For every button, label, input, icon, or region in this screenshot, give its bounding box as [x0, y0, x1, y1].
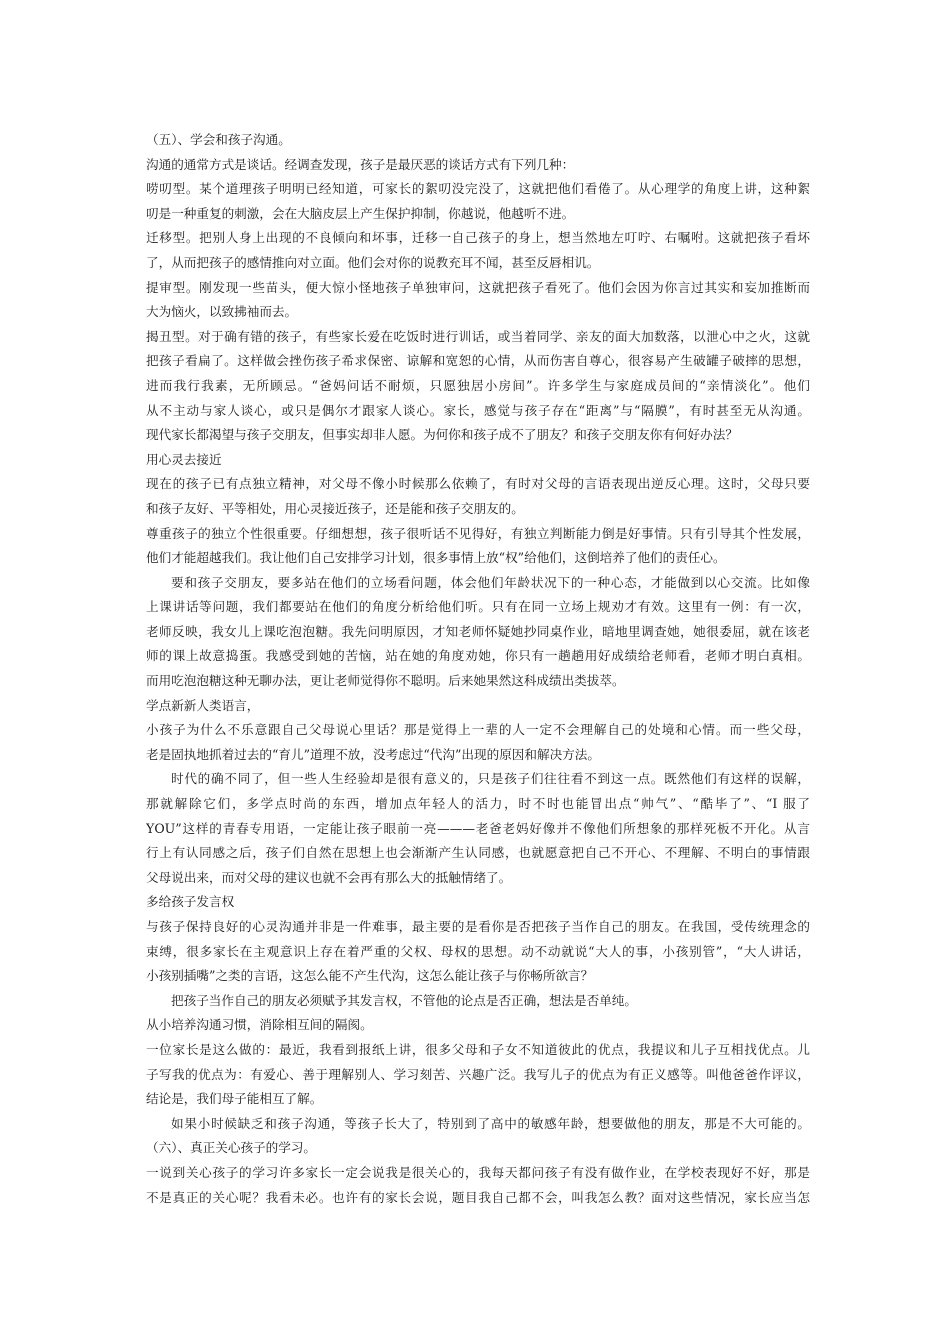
section-heading: （五）、学会和孩子沟通。 [146, 132, 291, 147]
text-line: 把孩子当作自己的朋友必须赋予其发言权，不管他的论点是否正确，想法是否单纯。 [171, 992, 637, 1008]
text-line: 师的课上故意捣蛋。我感受到她的苦恼，站在她的角度劝她，你只有一趟趟用好成绩给老师看，老师才明白真相。 [146, 648, 810, 664]
text-line: 了，从而把孩子的感情推向对立面。他们会对你的说教充耳不闻，甚至反唇相讥。 [146, 254, 600, 270]
text-line: 小孩别插嘴”之类的言语，这怎么能不产生代沟，这怎么能让孩子与你畅所欲言？ [146, 968, 594, 984]
text-line: 不是真正的关心呢？我看未必。也许有的家长会说，题目我自己都不会，叫我怎么教？面对这些情况，家长应当怎 [146, 1189, 810, 1205]
text-line: 现在的孩子已有点独立精神，对父母不像小时候那么依赖了，有时对父母的言语表现出逆反心理。这时，父母只要 [146, 476, 810, 492]
text-line: 揭丑型。对于确有错的孩子，有些家长爱在吃饭时进行训话，或当着同学、亲友的面大加数落，以泄心中之火，这就 [146, 328, 810, 344]
text-line: 尊重孩子的独立个性很重要。仔细想想，孩子很听话不见得好，有独立判断能力倒是好事情。只有引导其个性发展， [146, 525, 810, 541]
text-line: 子写我的优点为：有爱心、善于理解别人、学习刻苦、兴趣广泛。我写儿子的优点为有正义感等。叫他爸爸作评议， [146, 1066, 810, 1082]
text-line: 一位家长是这么做的：最近，我看到报纸上讲，很多父母和子女不知道彼此的优点，我提议和儿子互相找优点。儿 [146, 1041, 810, 1057]
text-line: 束缚，很多家长在主观意识上存在着严重的父权、母权的思想。动不动就说“大人的事，小孩别管”，“大人讲话， [146, 943, 810, 959]
text-line: 而用吃泡泡糖这种无聊办法，更让老师觉得你不聪明。后来她果然这科成绩出类拔萃。 [146, 673, 625, 689]
text-line: 大为恼火，以致拂袖而去。 [146, 304, 298, 320]
text-line: 提审型。刚发现一些苗头，便大惊小怪地孩子单独审问，这就把孩子看死了。他们会因为你言过其实和妄加推断而 [146, 279, 810, 295]
text-line: 结论是，我们母子能相互了解。 [146, 1091, 323, 1107]
text-line: 叨是一种重复的刺激，会在大脑皮层上产生保护抑制，你越说，他越听不进。 [146, 205, 575, 221]
text-line: 父母说出来，而对父母的建议也就不会再有那么大的抵触情绪了。 [146, 869, 512, 885]
section-heading: （六）、真正关心孩子的学习。 [146, 1140, 317, 1156]
text-line: 唠叨型。某个道理孩子明明已经知道，可家长的絮叨没完没了，这就把他们看倦了。从心理学的角度上讲，这种絮 [146, 181, 810, 197]
text-line: 时代的确不同了，但一些人生经验却是很有意义的，只是孩子们往往看不到这一点。既然他们有这样的误解， [171, 771, 810, 787]
text-line: 如果小时候缺乏和孩子沟通，等孩子长大了，特别到了高中的敏感年龄，想要做他的朋友，那是不大可能的。 [171, 1115, 810, 1131]
text-line: 上课讲话等问题，我们都要站在他们的角度分析给他们听。只有在同一立场上规劝才有效。这里有一例：有一次， [146, 599, 810, 615]
text-line: 他们才能超越我们。我让他们自己安排学习计划，很多事情上放“权”给他们，这倒培养了他们的责任心。 [146, 550, 726, 566]
section-heading: 从小培养沟通习惯，消除相互间的隔阂。 [146, 1017, 373, 1033]
text-line: 把孩子看扁了。这样做会挫伤孩子希求保密、谅解和宽恕的心情，从而伤害自尊心，很容易产生破罐子破摔的思想， [146, 353, 810, 369]
text-line: 老是固执地抓着过去的“育儿”道理不放，没考虑过“代沟”出现的原因和解决方法。 [146, 746, 600, 762]
text-line: 沟通的通常方式是谈话。经调查发现，孩子是最厌恶的谈话方式有下列几种： [146, 156, 575, 172]
text-line: 现代家长都渴望与孩子交朋友，但事实却非人愿。为何你和孩子成不了朋友？和孩子交朋友你有何好办法？ [146, 427, 738, 443]
text-line: 那就解除它们，多学点时尚的东西，增加点年轻人的活力，时不时也能冒出点“帅气”、“酷毕了”、“I 服了 [146, 796, 810, 812]
text-line: YOU”这样的青春专用语，一定能让孩子眼前一亮———老爸老妈好像并不像他们所想象的那样死板不开化。从言 [146, 820, 810, 836]
text-line: 进而我行我素，无所顾忌。“爸妈问话不耐烦，只愿独居小房间”。许多学生与家庭成员间的“亲情淡化”。他们 [146, 377, 810, 393]
section-heading: 学点新新人类语言， [146, 697, 260, 713]
text-line: 迁移型。把别人身上出现的不良倾向和坏事，迁移一自己孩子的身上，想当然地左叮咛、右嘱咐。这就把孩子看坏 [146, 230, 810, 246]
text-line: 小孩子为什么不乐意跟自己父母说心里话？那是觉得上一辈的人一定不会理解自己的处境和心情。而一些父母， [146, 722, 810, 738]
text-line: 要和孩子交朋友，要多站在他们的立场看问题，体会他们年龄状况下的一种心态，才能做到以心交流。比如像 [171, 574, 810, 590]
text-line: 行上有认同感之后，孩子们自然在思想上也会渐渐产生认同感，也就愿意把自己不开心、不理解、不明白的事情跟 [146, 845, 810, 861]
text-line: 与孩子保持良好的心灵沟通并非是一件难事，最主要的是看你是否把孩子当作自己的朋友。在我国，受传统理念的 [146, 919, 810, 934]
text-line: 从不主动与家人谈心，或只是偶尔才跟家人谈心。家长，感觉与孩子存在“距离”与“隔膜”，有时甚至无从沟通。 [146, 402, 810, 418]
text-line: 和孩子友好、平等相处，用心灵接近孩子，还是能和孩子交朋友的。 [146, 500, 524, 516]
section-heading: 用心灵去接近 [146, 451, 222, 467]
text-line: 一说到关心孩子的学习许多家长一定会说我是很关心的，我每天都问孩子有没有做作业，在学校表现好不好，那是 [146, 1164, 810, 1180]
text-line: 老师反映，我女儿上课吃泡泡糖。我先问明原因，才知老师怀疑她抄同桌作业，暗地里调查她，她很委屈，就在该老 [146, 623, 810, 639]
section-heading: 多给孩子发言权 [146, 894, 235, 910]
document-page [146, 128, 810, 1210]
